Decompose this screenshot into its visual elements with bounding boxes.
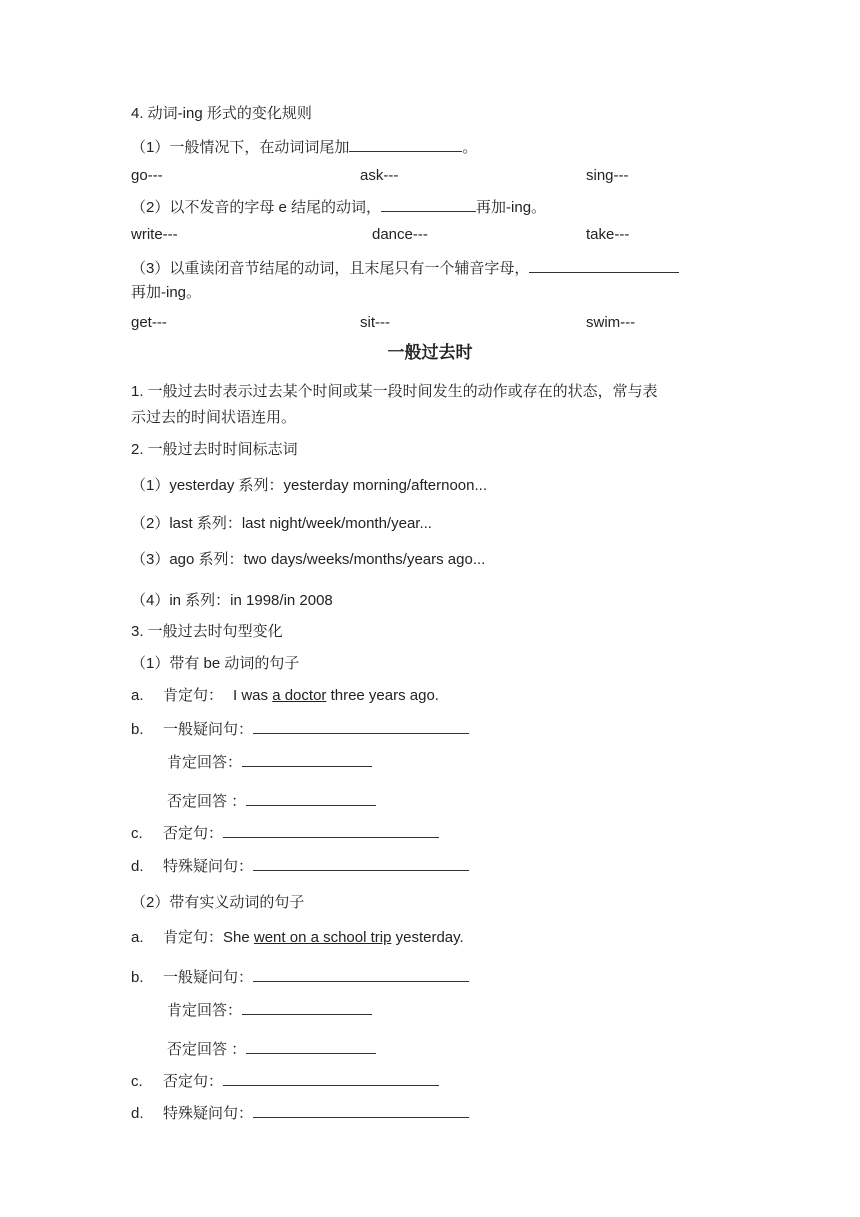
word-swim: swim--- xyxy=(586,314,636,331)
item-marker: a. xyxy=(131,929,144,946)
marker-last: （2）last 系列：last night/week/month/year... xyxy=(131,515,432,532)
marker-yesterday: （1）yesterday 系列：yesterday morning/afternoon... xyxy=(131,477,487,494)
verb-negative xyxy=(131,1070,439,1092)
affirmative-label: 肯定句： xyxy=(163,687,224,704)
markers-title: 2. 一般过去时时间标志词 xyxy=(131,441,298,458)
item-marker: d. xyxy=(131,858,144,875)
negative-blank[interactable] xyxy=(223,822,439,838)
affirmative-sentence-start: I was xyxy=(233,687,273,704)
yes-answer-label: 肯定回答： xyxy=(167,1002,243,1019)
underlined-phrase: went on a school trip xyxy=(253,929,392,946)
yes-answer-blank[interactable] xyxy=(242,751,372,767)
negative-blank[interactable] xyxy=(223,1070,439,1086)
be-negative xyxy=(131,822,439,844)
wh-question-label: 特殊疑问句： xyxy=(163,858,254,875)
marker-ago: （3）ago 系列：two days/weeks/months/years ago... xyxy=(131,551,486,568)
verb-affirmative xyxy=(131,928,464,948)
section4-title: 4. 动词-ing 形式的变化规则 xyxy=(131,105,312,122)
definition-line2: 示过去的时间状语连用。 xyxy=(131,409,297,426)
word-go: go--- xyxy=(131,167,163,184)
item-marker: a. xyxy=(131,687,144,704)
verb-section-title: （2）带有实义动词的句子 xyxy=(131,894,305,911)
item-marker: b. xyxy=(131,969,144,986)
be-yes-answer xyxy=(167,751,372,773)
no-answer-label: 否定回答 ： xyxy=(167,1041,247,1058)
yes-answer-label: 肯定回答： xyxy=(167,754,243,771)
word-write: write--- xyxy=(131,226,178,243)
underlined-phrase: a doctor xyxy=(272,687,327,704)
page-heading: 一般过去时 xyxy=(387,343,473,362)
rule3 xyxy=(131,257,679,279)
marker-in: （4）in 系列：in 1998/in 2008 xyxy=(131,592,333,609)
wh-question-blank[interactable] xyxy=(253,855,469,871)
rule1-text: （1）一般情况下，在动词词尾加 xyxy=(131,139,350,156)
question-blank[interactable] xyxy=(253,718,469,734)
affirmative-sentence-end: yesterday. xyxy=(391,929,464,946)
rule1 xyxy=(131,136,477,158)
be-question xyxy=(131,718,469,740)
rule2-end: 再加-ing。 xyxy=(476,199,547,216)
negative-label: 否定句： xyxy=(163,1073,224,1090)
word-sing: sing--- xyxy=(586,167,629,184)
rule3-text: （3）以重读闭音节结尾的动词，且末尾只有一个辅音字母， xyxy=(131,260,530,277)
be-no-answer xyxy=(167,790,376,812)
item-marker: d. xyxy=(131,1105,144,1122)
be-wh-question xyxy=(131,855,469,877)
question-label: 一般疑问句： xyxy=(163,969,254,986)
rule1-blank[interactable] xyxy=(349,136,462,152)
rule3-continued: 再加-ing。 xyxy=(131,284,202,301)
affirmative-sentence-end: three years ago. xyxy=(326,687,439,704)
word-take: take--- xyxy=(586,226,630,243)
yes-answer-blank[interactable] xyxy=(242,999,372,1015)
be-affirmative xyxy=(131,686,439,706)
patterns-title: 3. 一般过去时句型变化 xyxy=(131,623,283,640)
question-label: 一般疑问句： xyxy=(163,721,254,738)
be-section-title: （1）带有 be 动词的句子 xyxy=(131,655,300,672)
word-sit: sit--- xyxy=(360,314,390,331)
rule1-end: 。 xyxy=(462,139,478,156)
item-marker: c. xyxy=(131,825,143,842)
affirmative-label: 肯定句： xyxy=(163,929,224,946)
wh-question-blank[interactable] xyxy=(253,1102,469,1118)
wh-question-label: 特殊疑问句： xyxy=(163,1105,254,1122)
item-marker: b. xyxy=(131,721,144,738)
verb-question xyxy=(131,966,469,988)
negative-label: 否定句： xyxy=(163,825,224,842)
no-answer-blank[interactable] xyxy=(246,790,376,806)
definition-line1: 1. 一般过去时表示过去某个时间或某一段时间发生的动作或存在的状态，常与表 xyxy=(131,383,658,400)
affirmative-sentence-start: She xyxy=(223,929,254,946)
rule2 xyxy=(131,196,546,218)
rule2-text: （2）以不发音的字母 e 结尾的动词， xyxy=(131,199,382,216)
word-get: get--- xyxy=(131,314,167,331)
item-marker: c. xyxy=(131,1073,143,1090)
verb-yes-answer xyxy=(167,999,372,1021)
rule3-blank[interactable] xyxy=(529,257,679,273)
no-answer-label: 否定回答 ： xyxy=(167,793,247,810)
word-dance: dance--- xyxy=(372,226,428,243)
verb-no-answer xyxy=(167,1038,376,1060)
word-ask: ask--- xyxy=(360,167,399,184)
rule2-blank[interactable] xyxy=(381,196,476,212)
question-blank[interactable] xyxy=(253,966,469,982)
verb-wh-question xyxy=(131,1102,469,1124)
no-answer-blank[interactable] xyxy=(246,1038,376,1054)
